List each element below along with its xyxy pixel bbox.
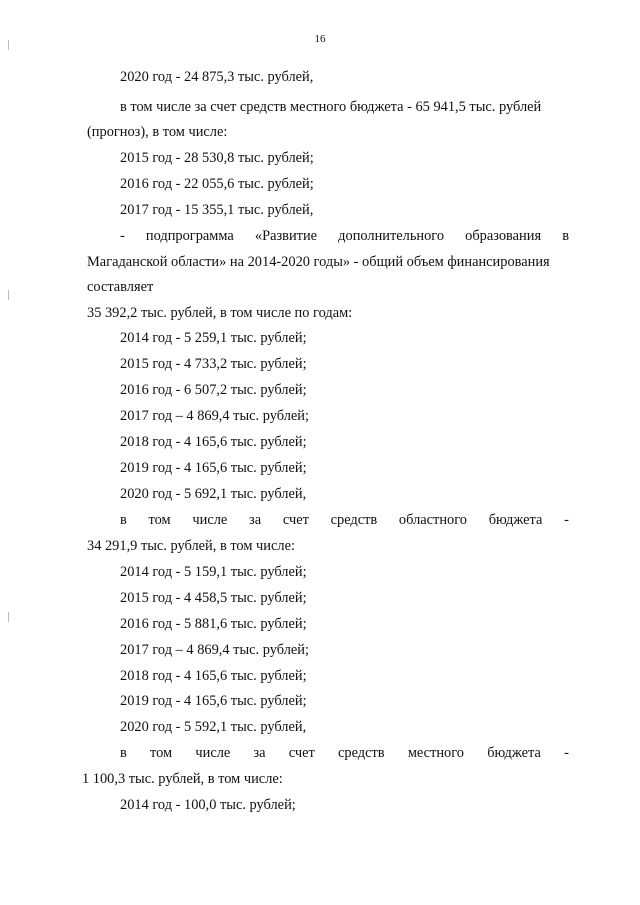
word: бюджета: [488, 512, 543, 528]
subprogram-line: [120, 227, 569, 245]
text-line: 2020 год - 5 692,1 тыс. рублей,: [120, 486, 307, 502]
text-line: 2017 год – 4 869,4 тыс. рублей;: [120, 408, 309, 424]
word: -: [120, 228, 125, 244]
scan-margin-mark: [8, 612, 9, 622]
word: том: [148, 512, 171, 528]
text-line: 2015 год - 28 530,8 тыс. рублей;: [120, 150, 314, 166]
text-line: 2016 год - 22 055,6 тыс. рублей;: [120, 176, 314, 192]
text-line: Магаданской области» на 2014-2020 годы» - общий объем финансирования: [87, 254, 550, 270]
word: средств: [330, 512, 378, 528]
text-line: 2018 год - 4 165,6 тыс. рублей;: [120, 668, 307, 684]
word: в: [120, 745, 127, 761]
word: в: [562, 228, 569, 244]
word: том: [150, 745, 173, 761]
text-line: в том числе за счет средств местного бюджета - 65 941,5 тыс. рублей: [120, 99, 542, 115]
word: счет: [282, 512, 309, 528]
word: дополнительного: [338, 228, 445, 244]
text-line: 2018 год - 4 165,6 тыс. рублей;: [120, 434, 307, 450]
word: -: [564, 745, 569, 761]
text-line: 2019 год - 4 165,6 тыс. рублей;: [120, 460, 307, 476]
word: образования: [465, 228, 542, 244]
text-line: 2015 год - 4 733,2 тыс. рублей;: [120, 356, 307, 372]
text-line: 2017 год - 15 355,1 тыс. рублей,: [120, 202, 314, 218]
word: «Развитие: [254, 228, 318, 244]
text-line: 2014 год - 100,0 тыс. рублей;: [120, 797, 296, 813]
text-line: 34 291,9 тыс. рублей, в том числе:: [87, 538, 295, 554]
text-line: 2015 год - 4 458,5 тыс. рублей;: [120, 590, 307, 606]
page-number: 16: [314, 33, 326, 45]
text-line: 2019 год - 4 165,6 тыс. рублей;: [120, 693, 307, 709]
word: средств: [338, 745, 385, 761]
word: -: [564, 512, 569, 528]
word: бюджета: [487, 745, 541, 761]
text-line: 2016 год - 6 507,2 тыс. рублей;: [120, 382, 307, 398]
word: числе: [195, 745, 231, 761]
text-line: 2016 год - 5 881,6 тыс. рублей;: [120, 616, 307, 632]
text-line: 2020 год - 5 592,1 тыс. рублей,: [120, 719, 307, 735]
word: местного: [407, 745, 464, 761]
text-line: 2020 год - 24 875,3 тыс. рублей,: [120, 69, 314, 85]
text-line: 2014 год - 5 259,1 тыс. рублей;: [120, 330, 307, 346]
regional-budget-line: [120, 511, 569, 529]
word: за: [249, 512, 262, 528]
word: за: [253, 745, 266, 761]
word: подпрограмма: [145, 228, 234, 244]
text-line: (прогноз), в том числе:: [87, 124, 228, 140]
scan-margin-mark: [8, 290, 9, 300]
word: областного: [398, 512, 467, 528]
text-line: 35 392,2 тыс. рублей, в том числе по годам:: [87, 305, 353, 321]
text-line: 1 100,3 тыс. рублей, в том числе:: [82, 771, 283, 787]
word: счет: [288, 745, 315, 761]
text-line: 2017 год – 4 869,4 тыс. рублей;: [120, 642, 309, 658]
text-line: 2014 год - 5 159,1 тыс. рублей;: [120, 564, 307, 580]
local-budget-line: [120, 744, 569, 762]
text-line: составляет: [87, 279, 154, 295]
word: в: [120, 512, 127, 528]
word: числе: [192, 512, 228, 528]
